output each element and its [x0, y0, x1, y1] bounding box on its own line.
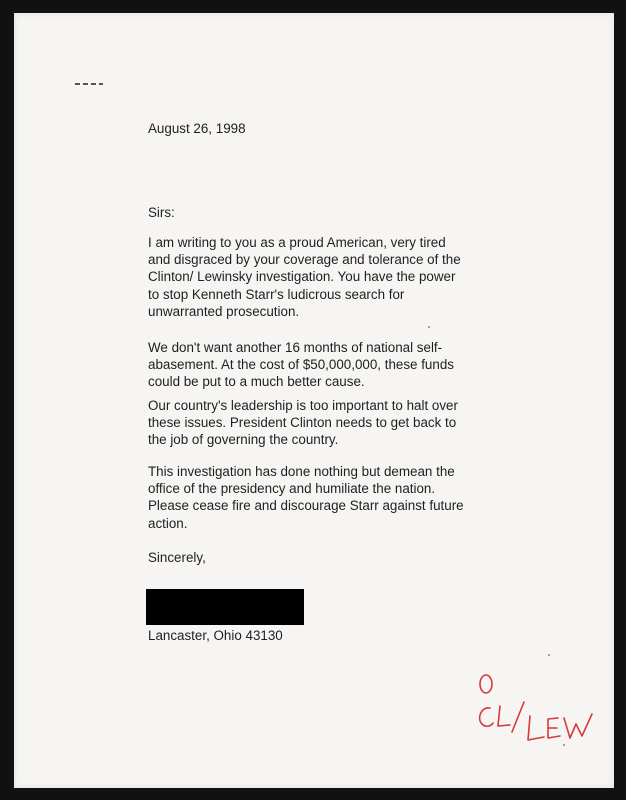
- handwritten-c: [480, 708, 493, 726]
- handwritten-slash: [512, 702, 524, 732]
- handwritten-annotation: [464, 668, 614, 758]
- letter-paragraph-1: I am writing to you as a proud American, very tired and disgraced by your coverage and tolerance of the Clinton/ Lewinsky investigation. You have the power to stop Kenneth Starr's ludicrous search for unwarranted prosecution.: [148, 235, 461, 319]
- redaction-bar: [146, 589, 304, 625]
- handwritten-l2: [528, 716, 544, 740]
- letter-closing: Sincerely,: [148, 550, 206, 565]
- speck: [548, 654, 550, 656]
- letter-paragraph-4: This investigation has done nothing but demean the office of the presidency and humiliate the nation. Please cease fire and discourage Starr against future action.: [148, 464, 464, 531]
- letter-date: August 26, 1998: [148, 121, 246, 136]
- stray-mark: [75, 83, 103, 85]
- speck: [428, 326, 430, 328]
- handwritten-l: [498, 706, 510, 726]
- sender-address: Lancaster, Ohio 43130: [148, 628, 283, 643]
- handwritten-o: [480, 675, 492, 693]
- letter-paragraph-2: We don't want another 16 months of national self-abasement. At the cost of $50,000,000, these funds could be put to a much better cause.: [148, 340, 454, 390]
- letter-paragraph-3: Our country's leadership is too important to halt over these issues. President Clinton needs to get back to the job of governing the country.: [148, 398, 458, 448]
- handwritten-e: [548, 718, 560, 738]
- letter-salutation: Sirs:: [148, 205, 175, 220]
- letter-page: [14, 13, 614, 788]
- handwritten-w: [564, 714, 592, 738]
